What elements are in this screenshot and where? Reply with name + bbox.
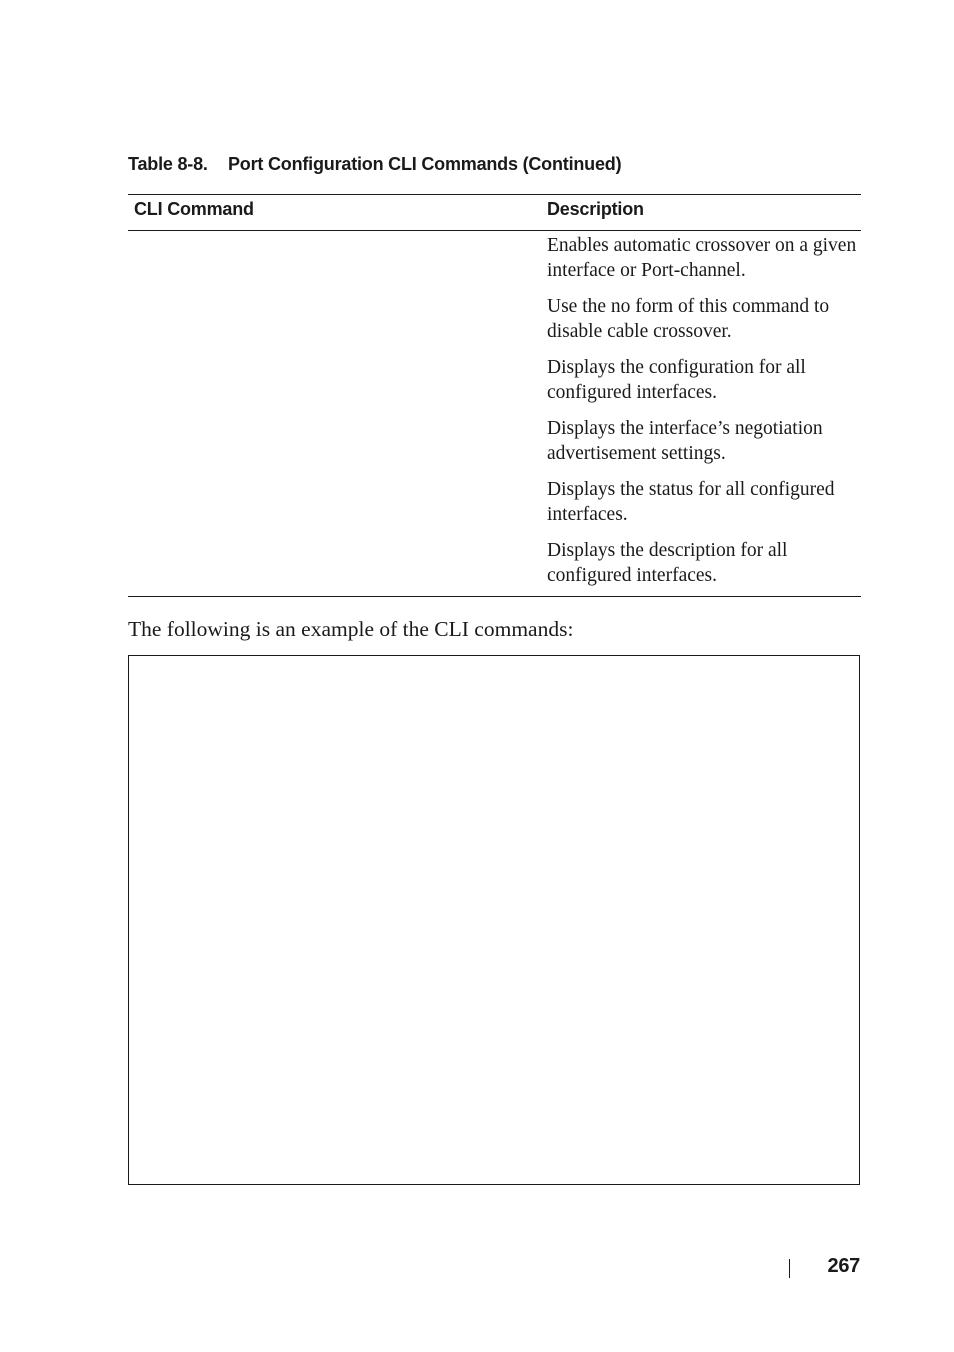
column-header-description: Description bbox=[547, 199, 644, 219]
table-row-description: Use the no form of this command to disable cable crossover. bbox=[547, 296, 830, 342]
table-row-description: Displays the description for all configured interfaces. bbox=[547, 540, 788, 586]
table-row-description: Displays the interface’s negotiation advertisement settings. bbox=[547, 418, 823, 464]
table-header-rule bbox=[128, 230, 861, 231]
table-row-description: Enables automatic crossover on a given interface or Port-channel. bbox=[547, 235, 857, 281]
column-header-cli-command: CLI Command bbox=[134, 199, 254, 219]
table-bottom-rule bbox=[128, 596, 861, 597]
table-label: Table 8-8. bbox=[128, 154, 208, 174]
intro-paragraph: The following is an example of the CLI commands: bbox=[128, 617, 574, 641]
page-number: 267 bbox=[827, 1255, 860, 1277]
table-caption bbox=[128, 154, 621, 175]
footer-divider bbox=[789, 1259, 790, 1278]
description-column bbox=[547, 233, 859, 599]
code-example-box bbox=[128, 655, 860, 1185]
table-top-rule bbox=[128, 194, 861, 195]
table-row-description: Displays the configuration for all configured interfaces. bbox=[547, 357, 806, 403]
table-title: Port Configuration CLI Commands (Continued) bbox=[228, 154, 622, 174]
table-row-description: Displays the status for all configured interfaces. bbox=[547, 479, 835, 525]
